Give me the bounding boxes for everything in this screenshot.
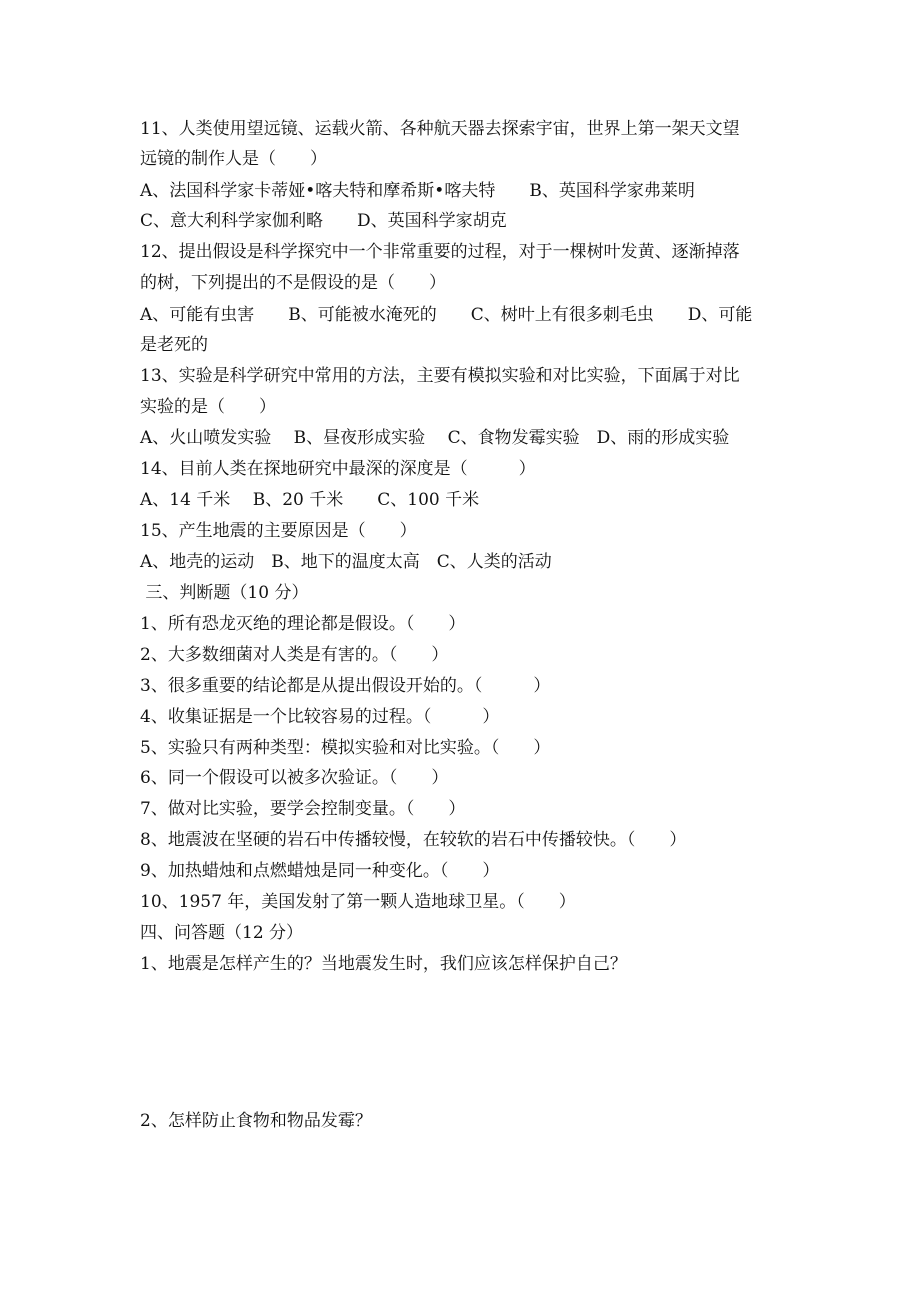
judgment-6: 6、同一个假设可以被多次验证。（ ） — [140, 768, 449, 788]
question-15: 15、产生地震的主要原因是（ ） — [140, 521, 417, 541]
section-4-heading: 四、问答题（12 分） — [140, 923, 304, 943]
question-13-line-1: 13、实验是科学研究中常用的方法，主要有模拟实验和对比实验，下面属于对比 — [140, 366, 740, 386]
judgment-3: 3、很多重要的结论都是从提出假设开始的。（ ） — [140, 676, 551, 696]
judgment-7: 7、做对比实验，要学会控制变量。（ ） — [140, 799, 466, 819]
judgment-1: 1、所有恐龙灭绝的理论都是假设。（ ） — [140, 614, 466, 634]
judgment-2: 2、大多数细菌对人类是有害的。（ ） — [140, 645, 449, 665]
question-12-options-cont: 是老死的 — [140, 335, 208, 355]
question-14-options: A、14 千米 B、20 千米 C、100 千米 — [140, 490, 480, 510]
question-11-line-2: 远镜的制作人是（ ） — [140, 149, 327, 169]
judgment-9: 9、加热蜡烛和点燃蜡烛是同一种变化。（ ） — [140, 861, 500, 881]
question-15-options: A、地壳的运动 B、地下的温度太高 C、人类的活动 — [140, 552, 552, 572]
judgment-8: 8、地震波在坚硬的岩石中传播较慢，在较软的岩石中传播较快。（ ） — [140, 830, 687, 850]
question-13-line-2: 实验的是（ ） — [140, 397, 276, 417]
essay-question-1: 1、地震是怎样产生的？当地震发生时，我们应该怎样保护自己？ — [140, 954, 627, 974]
question-13-options: A、火山喷发实验 B、昼夜形成实验 C、食物发霉实验 D、雨的形成实验 — [140, 428, 730, 448]
judgment-5: 5、实验只有两种类型：模拟实验和对比实验。（ ） — [140, 738, 551, 758]
question-12-line-1: 12、提出假设是科学探究中一个非常重要的过程，对于一棵树叶发黄、逐渐掉落 — [140, 242, 740, 262]
question-12-line-2: 的树，下列提出的不是假设的是（ ） — [140, 273, 446, 293]
question-14: 14、目前人类在探地研究中最深的深度是（ ） — [140, 459, 536, 479]
essay-question-2: 2、怎样防止食物和物品发霉？ — [140, 1111, 372, 1131]
question-11-line-1: 11、人类使用望远镜、运载火箭、各种航天器去探索宇宙，世界上第一架天文望 — [140, 119, 740, 139]
judgment-4: 4、收集证据是一个比较容易的过程。（ ） — [140, 707, 500, 727]
question-12-options: A、可能有虫害 B、可能被水淹死的 C、树叶上有很多刺毛虫 D、可能 — [140, 305, 753, 325]
section-3-heading: 三、判断题（10 分） — [140, 583, 309, 603]
question-11-options-ab: A、法国科学家卡蒂娅•喀夫特和摩希斯•喀夫特 B、英国科学家弗莱明 — [140, 181, 695, 201]
judgment-10: 10、1957 年，美国发射了第一颗人造地球卫星。（ ） — [140, 892, 576, 912]
question-11-options-cd: C、意大利科学家伽利略 D、英国科学家胡克 — [140, 211, 507, 231]
